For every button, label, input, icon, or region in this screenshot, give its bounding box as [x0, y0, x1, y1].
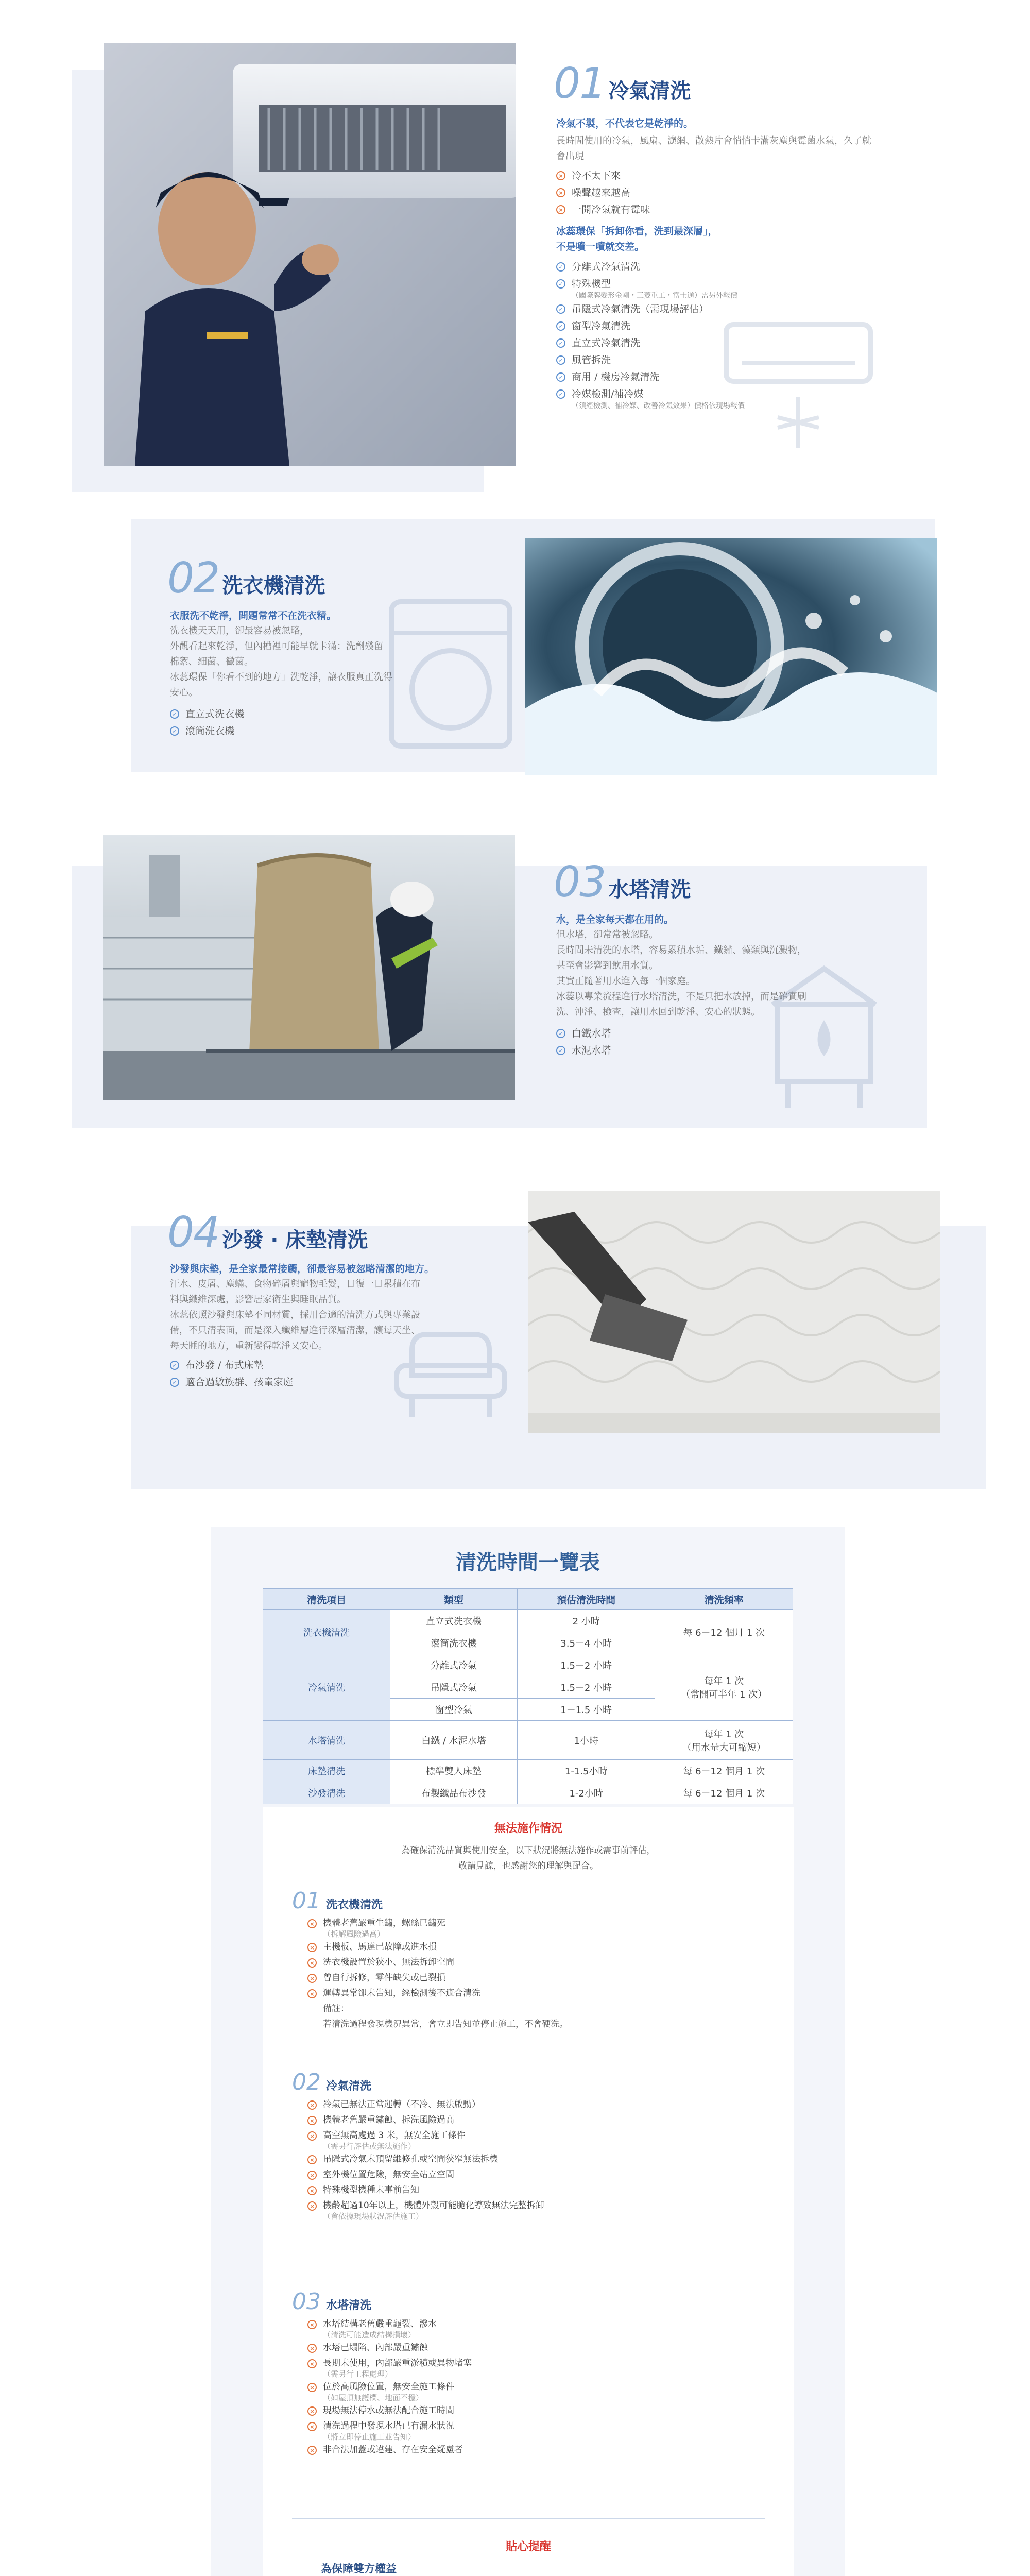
list-item: × 洗衣機設置於狹小、無法拆卸空間 — [307, 1955, 568, 1970]
section4-lead: 沙發與床墊，是全家最常接觸，卻最容易被忽略清潔的地方。 — [170, 1263, 435, 1275]
list-item: × 水塔結構老舊嚴重龜裂、滲水 （清洗可能造成結構損壞） — [307, 2316, 472, 2340]
section1-number: 01 — [554, 59, 606, 108]
divider — [292, 2518, 765, 2519]
x-icon: × — [307, 2422, 317, 2431]
x-icon: × — [307, 2406, 317, 2416]
sofa-watermark-icon — [391, 1319, 510, 1422]
water-tower-photo — [103, 835, 515, 1100]
list-item: ✓ 吊隱式冷氣清洗（需現場評估） — [556, 301, 876, 318]
list-item: × 現場無法停水或無法配合施工時間 — [307, 2403, 472, 2418]
x-icon: × — [307, 2186, 317, 2195]
check-icon: ✓ — [556, 372, 565, 382]
x-icon: × — [307, 2359, 317, 2368]
tips-title: 貼心提醒 — [505, 2540, 551, 2553]
restriction-tower: 03 水塔清洗 × 水塔結構老舊嚴重龜裂、滲水 （清洗可能造成結構損壞） × 水塔已塌陷、內部嚴重鏽蝕 × 長期未使用，內部嚴重淤積或異物堵塞 （需另行工程處理） × 位於高風險位置，無安全施工條件 （如屋頂無護欄、地面不穩） × 現場無法停水或無法配合施工時間 × 清洗過程中發現水塔已有漏水狀況 （將立即停止施工並告知） × 非合法加蓋或違建、存在安全疑慮者 — [292, 2291, 472, 2458]
section1-highlight-1: 冰蕊環保「拆卸你看，洗到最深層」， — [556, 226, 718, 237]
list-item: × 水塔已塌陷、內部嚴重鏽蝕 — [307, 2340, 472, 2355]
ac-frequency-cell: 每年 1 次 （常開可半年 1 次） — [655, 1654, 793, 1721]
list-item: ✓ 滾筒洗衣機 — [170, 723, 489, 740]
table-row: 沙發清洗 布製纖品布沙發 1-2小時 每 6－12 個月 1 次 — [263, 1782, 793, 1804]
list-item: × 高空無高處過 3 米，無安全施工條件 （需另行評估或無法施作） — [307, 2128, 544, 2151]
table-row: 水塔清洗 白鐵 / 水泥水塔 1小時 每年 1 次 （用水量大可縮短） — [263, 1721, 793, 1760]
list-item: × 長期未使用，內部嚴重淤積或異物堵塞 （需另行工程處理） — [307, 2355, 472, 2379]
restriction-ac: 02 冷氣清洗 × 冷氣已無法正常運轉（不冷、無法啟動） × 機體老舊嚴重鏽蝕、拆洗風險過高 × 高空無高處過 3 米，無安全施工條件 （需另行評估或無法施作） × 吊隱式冷氣未預留維修孔或空間狹窄無法拆機 × 室外機位置危險，無安全站立空間 × 特殊機型機種未事前告知 × 機齡超過10年以上，機體外殼可能脆化導致無法完整拆卸 （會依據現場狀況評估施工） — [292, 2069, 544, 2221]
section2-name: 洗衣機清洗 — [222, 574, 325, 598]
check-icon: ✓ — [170, 1361, 179, 1370]
x-icon: × — [307, 2116, 317, 2125]
list-item: × 特殊機型機種未事前告知 — [307, 2182, 544, 2198]
x-icon: × — [307, 2131, 317, 2141]
section1-lead: 冷氣不製，不代表它是乾淨的。 — [556, 118, 694, 129]
air-conditioner-watermark-icon — [721, 314, 876, 459]
section3-desc: 但水塔，卻常常被忽略。 長時間未清洗的水塔，容易累積水垢、鐵鏽、藻類與沉澱物， 甚至會影響到飲用水質。 其實正隨著用水進入每一個家庭。 冰蕊以專業流程進行水塔清洗，不是只把水放掉，而是確實刷 洗、沖淨、檢查，讓用水回到乾淨、安心的狀態。 — [556, 929, 806, 1018]
water-tank-watermark-icon — [762, 958, 886, 1113]
table-row: 冷氣清洗 分離式冷氣 1.5－2 小時 每年 1 次 （常開可半年 1 次） — [263, 1654, 793, 1676]
section4-title — [167, 1208, 368, 1257]
table-row: 滾筒洗衣機 3.5－4 小時 — [263, 1632, 793, 1654]
list-item: × 噪聲越來越高 — [556, 184, 876, 201]
x-icon: × — [307, 2383, 317, 2392]
washing-machine-photo — [525, 538, 937, 775]
section4-desc: 汗水、皮屑、塵蟎、食物碎屑與寵物毛髮，日復一日累積在布 料與纖維深處，影響居家衛生與睡眠品質。 冰蕊依照沙發與床墊不同材質，採用合適的清洗方式與專業設 備，不只清表面，而是深入纖維層進行深層清潔，讓每天坐、 每天睡的地方，重新變得乾淨又安心。 — [170, 1279, 420, 1351]
x-icon: × — [556, 171, 565, 180]
x-icon: × — [556, 188, 565, 197]
x-icon: × — [307, 1919, 317, 1928]
check-icon: ✓ — [556, 262, 565, 272]
section3-name: 水塔清洗 — [608, 878, 691, 902]
table-header: 清洗頻率 — [655, 1589, 793, 1610]
x-icon: × — [307, 1943, 317, 1952]
list-item: × 室外機位置危險，無安全站立空間 — [307, 2167, 544, 2182]
section2-title — [167, 554, 325, 603]
note-label: 備註： — [323, 2004, 349, 2014]
check-icon: ✓ — [170, 709, 179, 719]
washing-machine-watermark-icon — [386, 597, 515, 751]
list-item: ✓ 布沙發 / 布式床墊 — [170, 1357, 500, 1374]
list-item: × 位於高風險位置，無安全施工條件 （如屋頂無護欄、地面不穩） — [307, 2379, 472, 2403]
table-row: 洗衣機清洗 直立式洗衣機 2 小時 每 6－12 個月 1 次 — [263, 1610, 793, 1632]
schedule-card — [211, 1527, 845, 2576]
list-item: ✓ 直立式洗衣機 — [170, 706, 489, 723]
restrictions-intro: 為確保清洗品質與使用安全，以下狀況將無法施作或需事前評估， 敬請見諒，也感謝您的理解與配合。 — [401, 1845, 656, 1871]
list-item: ✓ 商用 / 機房冷氣清洗 — [556, 369, 876, 386]
list-item: ✓ 窗型冷氣清洗 — [556, 318, 876, 335]
restrictions-box — [263, 1807, 794, 2576]
x-icon: × — [307, 2100, 317, 2110]
list-item: × 機體老舊嚴重生鏽，螺絲已鏽死 （拆解風險過高） — [307, 1916, 568, 1939]
check-icon: ✓ — [556, 355, 565, 365]
list-item: × 主機板、馬達已故障或進水損 — [307, 1939, 568, 1955]
list-item: × 冷氣已無法正常運轉（不冷、無法啟動） — [307, 2097, 544, 2112]
list-item: ✓ 分離式冷氣清洗 — [556, 259, 876, 276]
section4-number: 04 — [167, 1208, 219, 1257]
section2-desc: 洗衣機天天用，卻最容易被忽略， 外觀看起來乾淨，但內槽裡可能早就卡滿：洗劑殘留 棉絮、細菌、黴菌。 冰蕊環保「你看不到的地方」洗乾淨，讓衣服真正洗得 安心。 — [170, 625, 392, 698]
tower-frequency-cell: 每年 1 次 （用水量大可縮短） — [655, 1721, 793, 1760]
check-icon: ✓ — [556, 321, 565, 331]
x-icon: × — [307, 2320, 317, 2329]
check-icon: ✓ — [556, 279, 565, 289]
schedule-title: 清洗時間一覽表 — [456, 1551, 600, 1574]
check-icon: ✓ — [556, 338, 565, 348]
list-item: × 吊隱式冷氣未預留維修孔或空間狹窄無法拆機 — [307, 2151, 544, 2167]
schedule-table — [263, 1588, 793, 1804]
list-item: × 非合法加蓋或違建、存在安全疑慮者 — [307, 2442, 472, 2458]
list-item: ✓ 白鐵水塔 — [556, 1025, 917, 1042]
x-icon: × — [556, 205, 565, 214]
list-item: ✓ 直立式冷氣清洗 — [556, 335, 876, 352]
check-icon: ✓ — [556, 389, 565, 399]
table-header: 預估清洗時間 — [517, 1589, 655, 1610]
x-icon: × — [307, 1958, 317, 1968]
section3-title — [554, 858, 691, 907]
list-item: × 機體老舊嚴重鏽蝕、拆洗風險過高 — [307, 2112, 544, 2128]
ac-technician-photo — [104, 43, 516, 466]
list-item: ✓ 水泥水塔 — [556, 1042, 917, 1059]
x-icon: × — [307, 2201, 317, 2211]
section1-desc: 長時間使用的冷氣，風扇、濾網、散熱片會悄悄卡滿灰塵與霉菌水氣，久了就會出現 — [556, 135, 871, 162]
section1-name: 冷氣清洗 — [608, 79, 691, 103]
list-item: × 冷不太下來 — [556, 167, 876, 184]
x-icon: × — [307, 2344, 317, 2353]
x-icon: × — [307, 2446, 317, 2455]
x-icon: × — [307, 1974, 317, 1983]
check-icon: ✓ — [556, 1046, 565, 1055]
list-item: × 曾自行拆修，零件缺失或已裂損 — [307, 1970, 568, 1986]
section4-name: 沙發 · 床墊清洗 — [222, 1228, 368, 1252]
check-icon: ✓ — [170, 1378, 179, 1387]
list-item: ✓ 特殊機型 （國際牌變形金剛・三菱重工・富士通）需另外報價 — [556, 276, 876, 301]
section2-number: 02 — [167, 554, 219, 603]
list-item: ✓ 風管拆洗 — [556, 352, 876, 369]
x-icon: × — [307, 2155, 317, 2164]
list-item: × 機齡超過10年以上，機體外殼可能脆化導致無法完整拆卸 （會依據現場狀況評估施工） — [307, 2198, 544, 2222]
list-item: × 一開冷氣就有霉味 — [556, 201, 876, 218]
x-icon: × — [307, 2171, 317, 2180]
table-row: 床墊清洗 標準雙人床墊 1-1.5小時 每 6－12 個月 1 次 — [263, 1760, 793, 1782]
restrictions-title: 無法施作情況 — [494, 1822, 562, 1835]
list-item: × 清洗過程中發現水塔已有漏水狀況 （將立即停止施工並告知） — [307, 2418, 472, 2442]
table-header-row — [263, 1589, 793, 1610]
table-row: 窗型冷氣 1－1.5 小時 — [263, 1699, 793, 1721]
check-icon: ✓ — [170, 726, 179, 736]
check-icon: ✓ — [556, 1029, 565, 1038]
table-header: 類型 — [390, 1589, 517, 1610]
mattress-cleaning-photo — [528, 1191, 940, 1433]
note-text: 若清洗過程發現機況異常，會立即告知並停止施工，不會硬洗。 — [323, 2019, 568, 2029]
section1-problems — [556, 167, 876, 218]
list-item: ✓ 冷媒檢測/補冷媒 （須經檢測、補冷媒、改善冷氣效果）價格依現場報價 — [556, 386, 876, 411]
table-header: 清洗項目 — [263, 1589, 390, 1610]
check-icon: ✓ — [556, 304, 565, 314]
list-item: ✓ 適合過敏族群、孩童家庭 — [170, 1374, 500, 1391]
x-icon: × — [307, 1989, 317, 1998]
restriction-washer: 01 洗衣機清洗 × 機體老舊嚴重生鏽，螺絲已鏽死 （拆解風險過高） × 主機板、馬達已故障或進水損 × 洗衣機設置於狹小、無法拆卸空間 × 曾自行拆修，零件缺失或已裂損 × 運轉異常卻未告知，經檢測後不適合清洗 備註： 若清洗過程發現機況異常，會立即告知並停止施工，不會硬洗。 — [292, 1890, 568, 2032]
list-item: × 運轉異常卻未告知，經檢測後不適合清洗 — [307, 1986, 568, 2001]
section3-number: 03 — [554, 858, 606, 907]
section1-highlight-2: 不是噴一噴就交差。 — [556, 241, 645, 252]
section1-title — [554, 59, 691, 108]
table-row: 吊隱式冷氣 1.5－2 小時 — [263, 1676, 793, 1699]
section2-lead: 衣服洗不乾淨，問題常常不在洗衣精。 — [170, 610, 337, 621]
tips-subtitle: 為保障雙方權益 — [321, 2563, 397, 2575]
section3-lead: 水，是全家每天都在用的。 — [556, 914, 674, 925]
